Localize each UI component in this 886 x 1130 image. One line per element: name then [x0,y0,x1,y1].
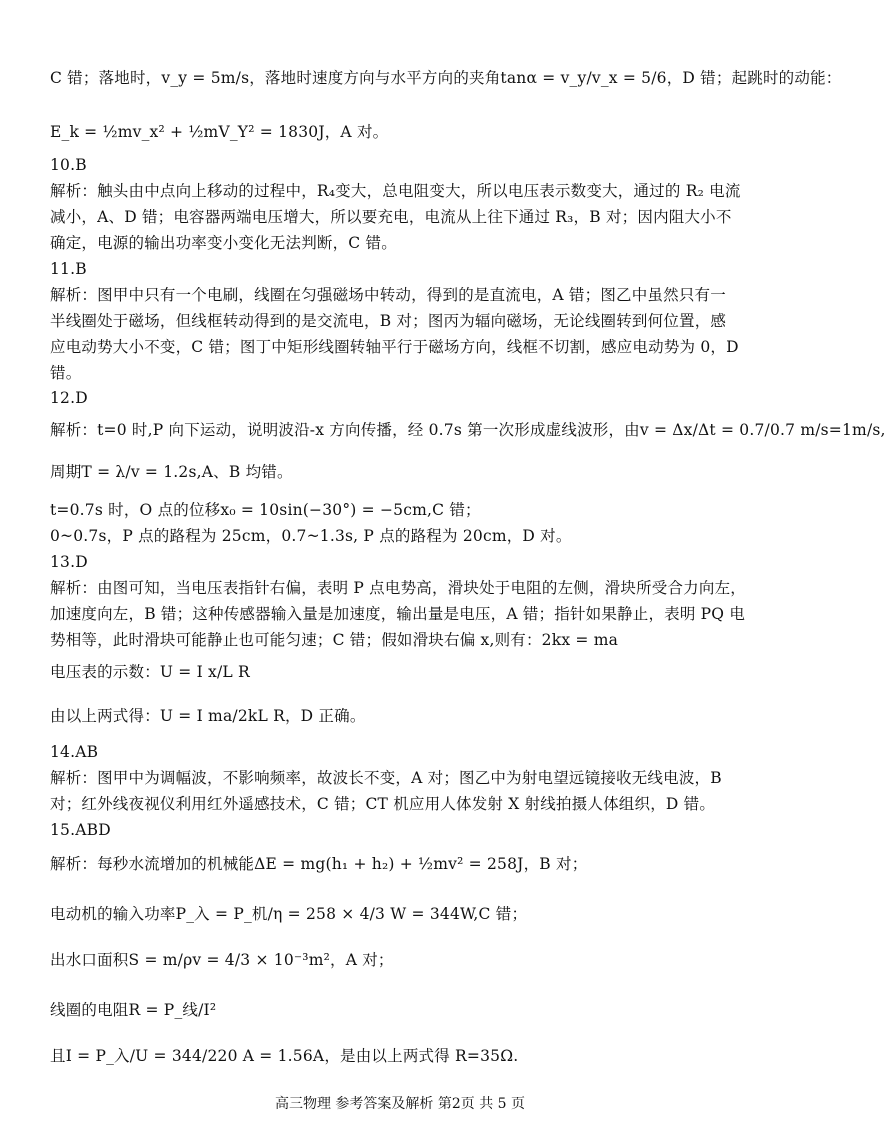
text-line-19: 加速度向左，B 错；这种传感器输入量是加速度，输出量是电压，A 错；指针如果静止，表明 PQ 电 [50,605,746,623]
text-line-11: 错。 [50,364,82,382]
question-number-10: 10.B [50,156,87,174]
text-line-21: 电压表的示数：U = I x/L R [50,663,250,681]
text-line-18: 解析：由图可知，当电压表指针右偏，表明 P 点电势高，滑块处于电阻的左侧，滑块所受合力向左， [50,579,746,597]
question-number-12: 12.D [50,389,88,407]
text-line-9: 半线圈处于磁场，但线框转动得到的是交流电，B 对；图丙为辐向磁场，无论线圈转到何位置，感 [50,312,727,330]
text-line-16: 0~0.7s，P 点的路程为 25cm，0.7~1.3s, P 点的路程为 20cm，D 对。 [50,527,572,545]
text-line-22: 由以上两式得：U = I ma/2kL R，D 正确。 [50,707,366,725]
text-line-8: 解析：图甲中只有一个电刷，线圈在匀强磁场中转动，得到的是直流电，A 错；图乙中虽然只有一 [50,286,726,304]
question-number-15: 15.ABD [50,821,111,839]
question-number-13: 13.D [50,553,88,571]
text-line-5: 减小，A、D 错；电容器两端电压增大，所以要充电，电流从上往下通过 R₃，B 对；因内阻大小不 [50,208,732,226]
text-line-30: 线圈的电阻R = P_线/I² [50,1001,217,1019]
text-line-27: 解析：每秒水流增加的机械能ΔE = mg(h₁ + h₂) + ½mv² = 258J，B 对； [50,855,588,873]
text-line-15: t=0.7s 时，O 点的位移x₀ = 10sin(−30°) = −5cm,C 错； [50,501,481,519]
text-line-6: 确定，电源的输出功率变小变化无法判断，C 错。 [50,234,397,252]
text-line-1: C 错；落地时，v_y = 5m/s，落地时速度方向与水平方向的夹角tanα = v_y/v_x = 5/6，D 错；起跳时的动能： [50,69,842,87]
text-line-14: 周期T = λ/v = 1.2s,A、B 均错。 [50,463,293,481]
text-line-25: 对；红外线夜视仪利用红外遥感技术，C 错；CT 机应用人体发射 X 射线拍摄人体组织，D 错。 [50,795,716,813]
page-footer: 高三物理 参考答案及解析 第2页 共 5 页 [274,1096,526,1112]
text-line-24: 解析：图甲中为调幅波，不影响频率，故波长不变，A 对；图乙中为射电望远镜接收无线电波，B [50,769,722,787]
text-line-10: 应电动势大小不变，C 错；图丁中矩形线圈转轴平行于磁场方向，线框不切割，感应电动势为 0，D [50,338,739,356]
text-line-2: E_k = ½mv_x² + ½mV_Y² = 1830J，A 对。 [50,123,389,141]
question-number-11: 11.B [50,260,87,278]
text-line-29: 出水口面积S = m/ρv = 4/3 × 10⁻³m²，A 对； [50,951,394,969]
text-line-20: 势相等，此时滑块可能静止也可能匀速；C 错；假如滑块右偏 x,则有：2kx = ma [50,631,619,649]
text-line-28: 电动机的输入功率P_入 = P_机/η = 258 × 4/3 W = 344W,C 错； [50,905,528,923]
question-number-14: 14.AB [50,743,99,761]
text-line-31: 且I = P_入/U = 344/220 A = 1.56A，是由以上两式得 R=35Ω. [50,1047,519,1065]
text-line-13: 解析：t=0 时,P 向下运动，说明波沿-x 方向传播，经 0.7s 第一次形成虚线波形，由v = Δx/Δt = 0.7/0.7 m/s=1m/s, [50,421,886,439]
text-line-4: 解析：触头由中点向上移动的过程中，R₄变大，总电阻变大，所以电压表示数变大，通过的 R₂ 电流 [50,182,741,200]
